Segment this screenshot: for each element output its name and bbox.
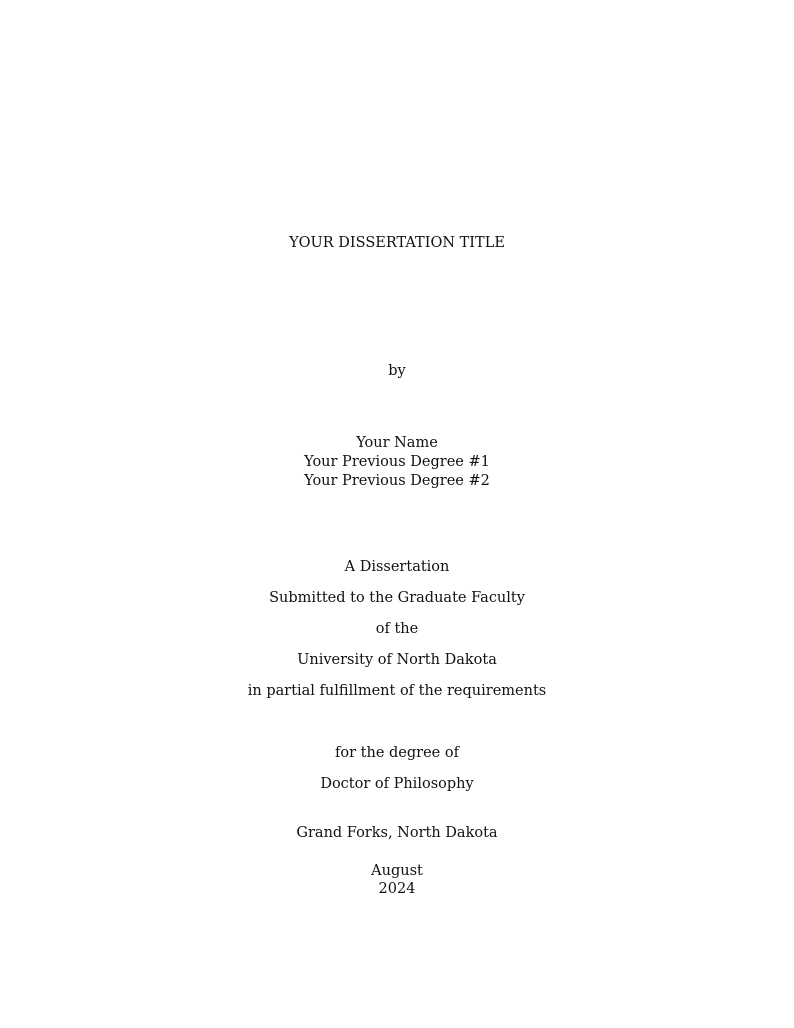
of-the: of the: [375, 621, 419, 637]
previous-degree-2: Your Previous Degree #2: [304, 473, 490, 489]
for-degree: for the degree of: [335, 745, 459, 761]
previous-degree-1: Your Previous Degree #1: [304, 454, 490, 470]
location: Grand Forks, North Dakota: [296, 825, 498, 841]
submitted-to: Submitted to the Graduate Faculty: [269, 590, 525, 606]
degree: Doctor of Philosophy: [320, 776, 474, 792]
document-type: A Dissertation: [344, 559, 450, 575]
fulfillment: in partial fulfillment of the requirements: [247, 683, 547, 699]
university: University of North Dakota: [297, 652, 497, 668]
date-year: 2024: [378, 881, 416, 897]
date-month: August: [371, 863, 423, 879]
by-label: by: [388, 363, 406, 379]
author-name: Your Name: [356, 435, 438, 451]
dissertation-title: YOUR DISSERTATION TITLE: [289, 235, 505, 251]
